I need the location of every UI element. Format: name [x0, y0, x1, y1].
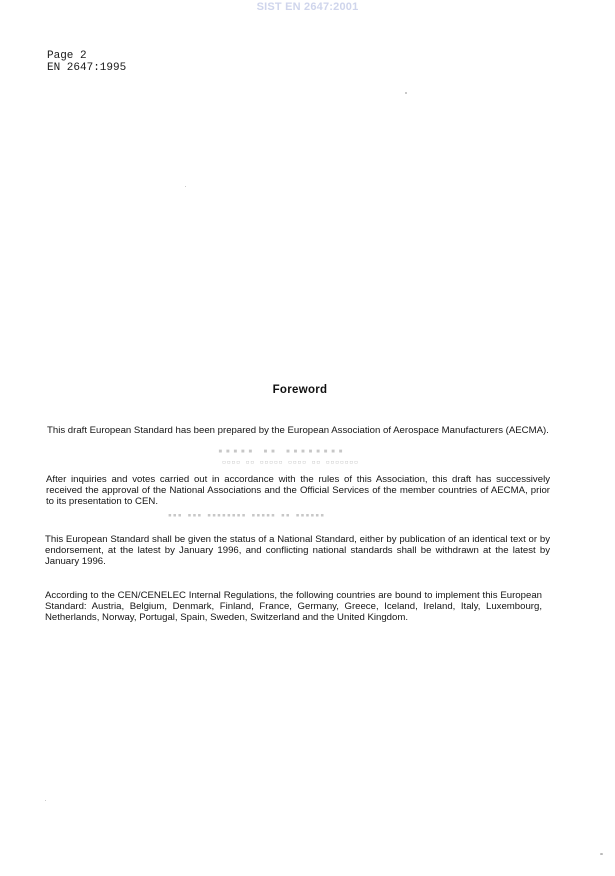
scan-speck: [45, 800, 46, 801]
foreword-paragraph-2: After inquiries and votes carried out in accordance with the rules of this Association, this draft has successively received the approval of the National Associations and the Official Services of the member countries of AECMA, prior to its presentation to CEN.: [46, 474, 550, 508]
page-number: Page 2: [47, 50, 87, 62]
foreword-paragraph-1: This draft European Standard has been prepared by the European Association of Aerospace Manufacturers (AECMA).: [47, 425, 549, 436]
scan-speck: [405, 92, 407, 94]
scan-speck: [185, 186, 186, 187]
section-title: Foreword: [272, 384, 328, 396]
scan-stamp-artifact: ▫▫▫▫ ▫▫ ▫▫▫▫▫ ▫▫▫▫ ▫▫ ▫▫▫▫▫▫▫: [222, 458, 359, 466]
foreword-paragraph-3: This European Standard shall be given the status of a National Standard, either by publication of an identical text or by endorsement, at the latest by January 1996, and conflicting national standards shall be withdrawn at the latest by January 1996.: [45, 534, 550, 568]
scan-speck: [600, 853, 603, 855]
standard-reference: EN 2647:1995: [47, 62, 127, 74]
scan-stamp-artifact: ▪▪▪ ▪▪▪ ▪▪▪▪▪▪▪▪ ▪▪▪▪▪ ▪▪ ▪▪▪▪▪▪: [168, 511, 326, 519]
document-watermark: SIST EN 2647:2001: [256, 1, 359, 13]
foreword-paragraph-4: According to the CEN/CENELEC Internal Regulations, the following countries are bound to implement this European Standard: Austria, Belgium, Denmark, Finland, France, Germany, Greece, Iceland, Ireland, Italy, Luxembourg, Netherlands, Norway, Portugal, Spain, Sweden, Switzerland and the United Kingdom.: [45, 590, 542, 624]
scan-stamp-artifact: ▪▪▪▪▪ ▪▪ ▪▪▪▪▪▪▪▪: [218, 446, 346, 455]
page-header: [47, 50, 126, 74]
